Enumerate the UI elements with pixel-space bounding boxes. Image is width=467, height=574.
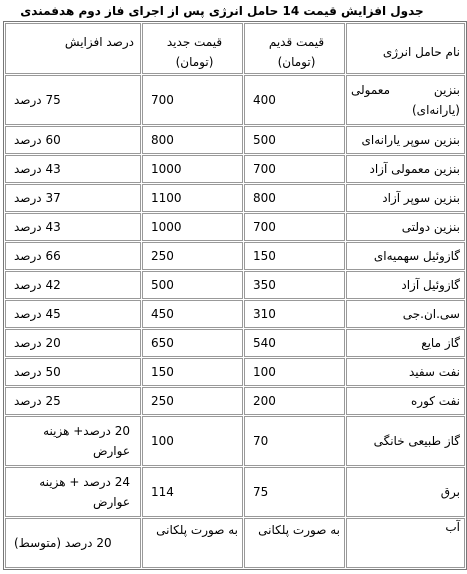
increase-percent: 20 درصد+ هزینه عوارض (5, 416, 141, 466)
increase-percent: 25 درصد (5, 387, 141, 415)
increase-percent: 24 درصد + هزینه عوارض (5, 467, 141, 517)
old-price: 150 (244, 242, 345, 270)
carrier-name: گازوئیل سهمیه‌ای (346, 242, 465, 270)
new-price: 1000 (142, 155, 243, 183)
carrier-name: آب (346, 518, 465, 568)
increase-percent: 37 درصد (5, 184, 141, 212)
table-row (5, 184, 465, 212)
old-price: 310 (244, 300, 345, 328)
table-row (5, 358, 465, 386)
table-row (5, 242, 465, 270)
carrier-name: گازوئیل آزاد (346, 271, 465, 299)
table-header-row (5, 23, 465, 74)
old-price: 800 (244, 184, 345, 212)
old-price: 75 (244, 467, 345, 517)
table-row (5, 300, 465, 328)
table-row (5, 518, 465, 568)
energy-price-table (3, 21, 467, 570)
old-price: 70 (244, 416, 345, 466)
increase-percent: 20 درصد (5, 329, 141, 357)
table-row (5, 416, 465, 466)
new-price: 114 (142, 467, 243, 517)
new-price: 150 (142, 358, 243, 386)
new-price: 700 (142, 75, 243, 125)
old-price: 700 (244, 155, 345, 183)
old-price: 200 (244, 387, 345, 415)
new-price: 250 (142, 387, 243, 415)
new-price: 650 (142, 329, 243, 357)
new-price: 450 (142, 300, 243, 328)
table-row (5, 155, 465, 183)
old-price: 350 (244, 271, 345, 299)
header-increase-percent: درصد افزایش (5, 23, 141, 74)
increase-percent: 66 درصد (5, 242, 141, 270)
table-title: جدول افزایش قیمت 14 حامل انرژی پس از اجرای فاز دوم هدفمندی (20, 4, 424, 18)
header-new-price: قیمت جدید (تومان) (142, 23, 243, 74)
increase-percent: 20 درصد (متوسط) (5, 518, 141, 568)
increase-percent: 60 درصد (5, 126, 141, 154)
increase-percent: 42 درصد (5, 271, 141, 299)
table-row (5, 387, 465, 415)
table-row (5, 126, 465, 154)
carrier-name: برق (346, 467, 465, 517)
carrier-name: بنزین معمولی آزاد (346, 155, 465, 183)
table-row (5, 271, 465, 299)
carrier-name: بنزین دولتی (346, 213, 465, 241)
carrier-name: بنزین سوپر آزاد (346, 184, 465, 212)
new-price: 250 (142, 242, 243, 270)
new-price: 100 (142, 416, 243, 466)
old-price: 700 (244, 213, 345, 241)
increase-percent: 50 درصد (5, 358, 141, 386)
increase-percent: 45 درصد (5, 300, 141, 328)
old-price: 400 (244, 75, 345, 125)
carrier-name: گاز مایع (346, 329, 465, 357)
header-carrier-name: نام حامل انرژی (346, 23, 465, 74)
table-row (5, 467, 465, 517)
new-price: به صورت پلکانی (142, 518, 243, 568)
carrier-name: بنزین سوپر یارانه‌ای (346, 126, 465, 154)
increase-percent: 43 درصد (5, 213, 141, 241)
old-price: 100 (244, 358, 345, 386)
old-price: 540 (244, 329, 345, 357)
header-old-price: قیمت قدیم (تومان) (244, 23, 345, 74)
new-price: 500 (142, 271, 243, 299)
table-row (5, 213, 465, 241)
carrier-name: نفت کوره (346, 387, 465, 415)
old-price: 500 (244, 126, 345, 154)
increase-percent: 75 درصد (5, 75, 141, 125)
increase-percent: 43 درصد (5, 155, 141, 183)
carrier-name: گاز طبیعی خانگی (346, 416, 465, 466)
carrier-name: سی.ان.جی (346, 300, 465, 328)
table-row (5, 329, 465, 357)
carrier-name: بنزین معمولی (یارانه‌ای) (346, 75, 465, 125)
new-price: 1000 (142, 213, 243, 241)
new-price: 800 (142, 126, 243, 154)
table-row (5, 75, 465, 125)
carrier-name: نفت سفید (346, 358, 465, 386)
new-price: 1100 (142, 184, 243, 212)
old-price: به صورت پلکانی (244, 518, 345, 568)
